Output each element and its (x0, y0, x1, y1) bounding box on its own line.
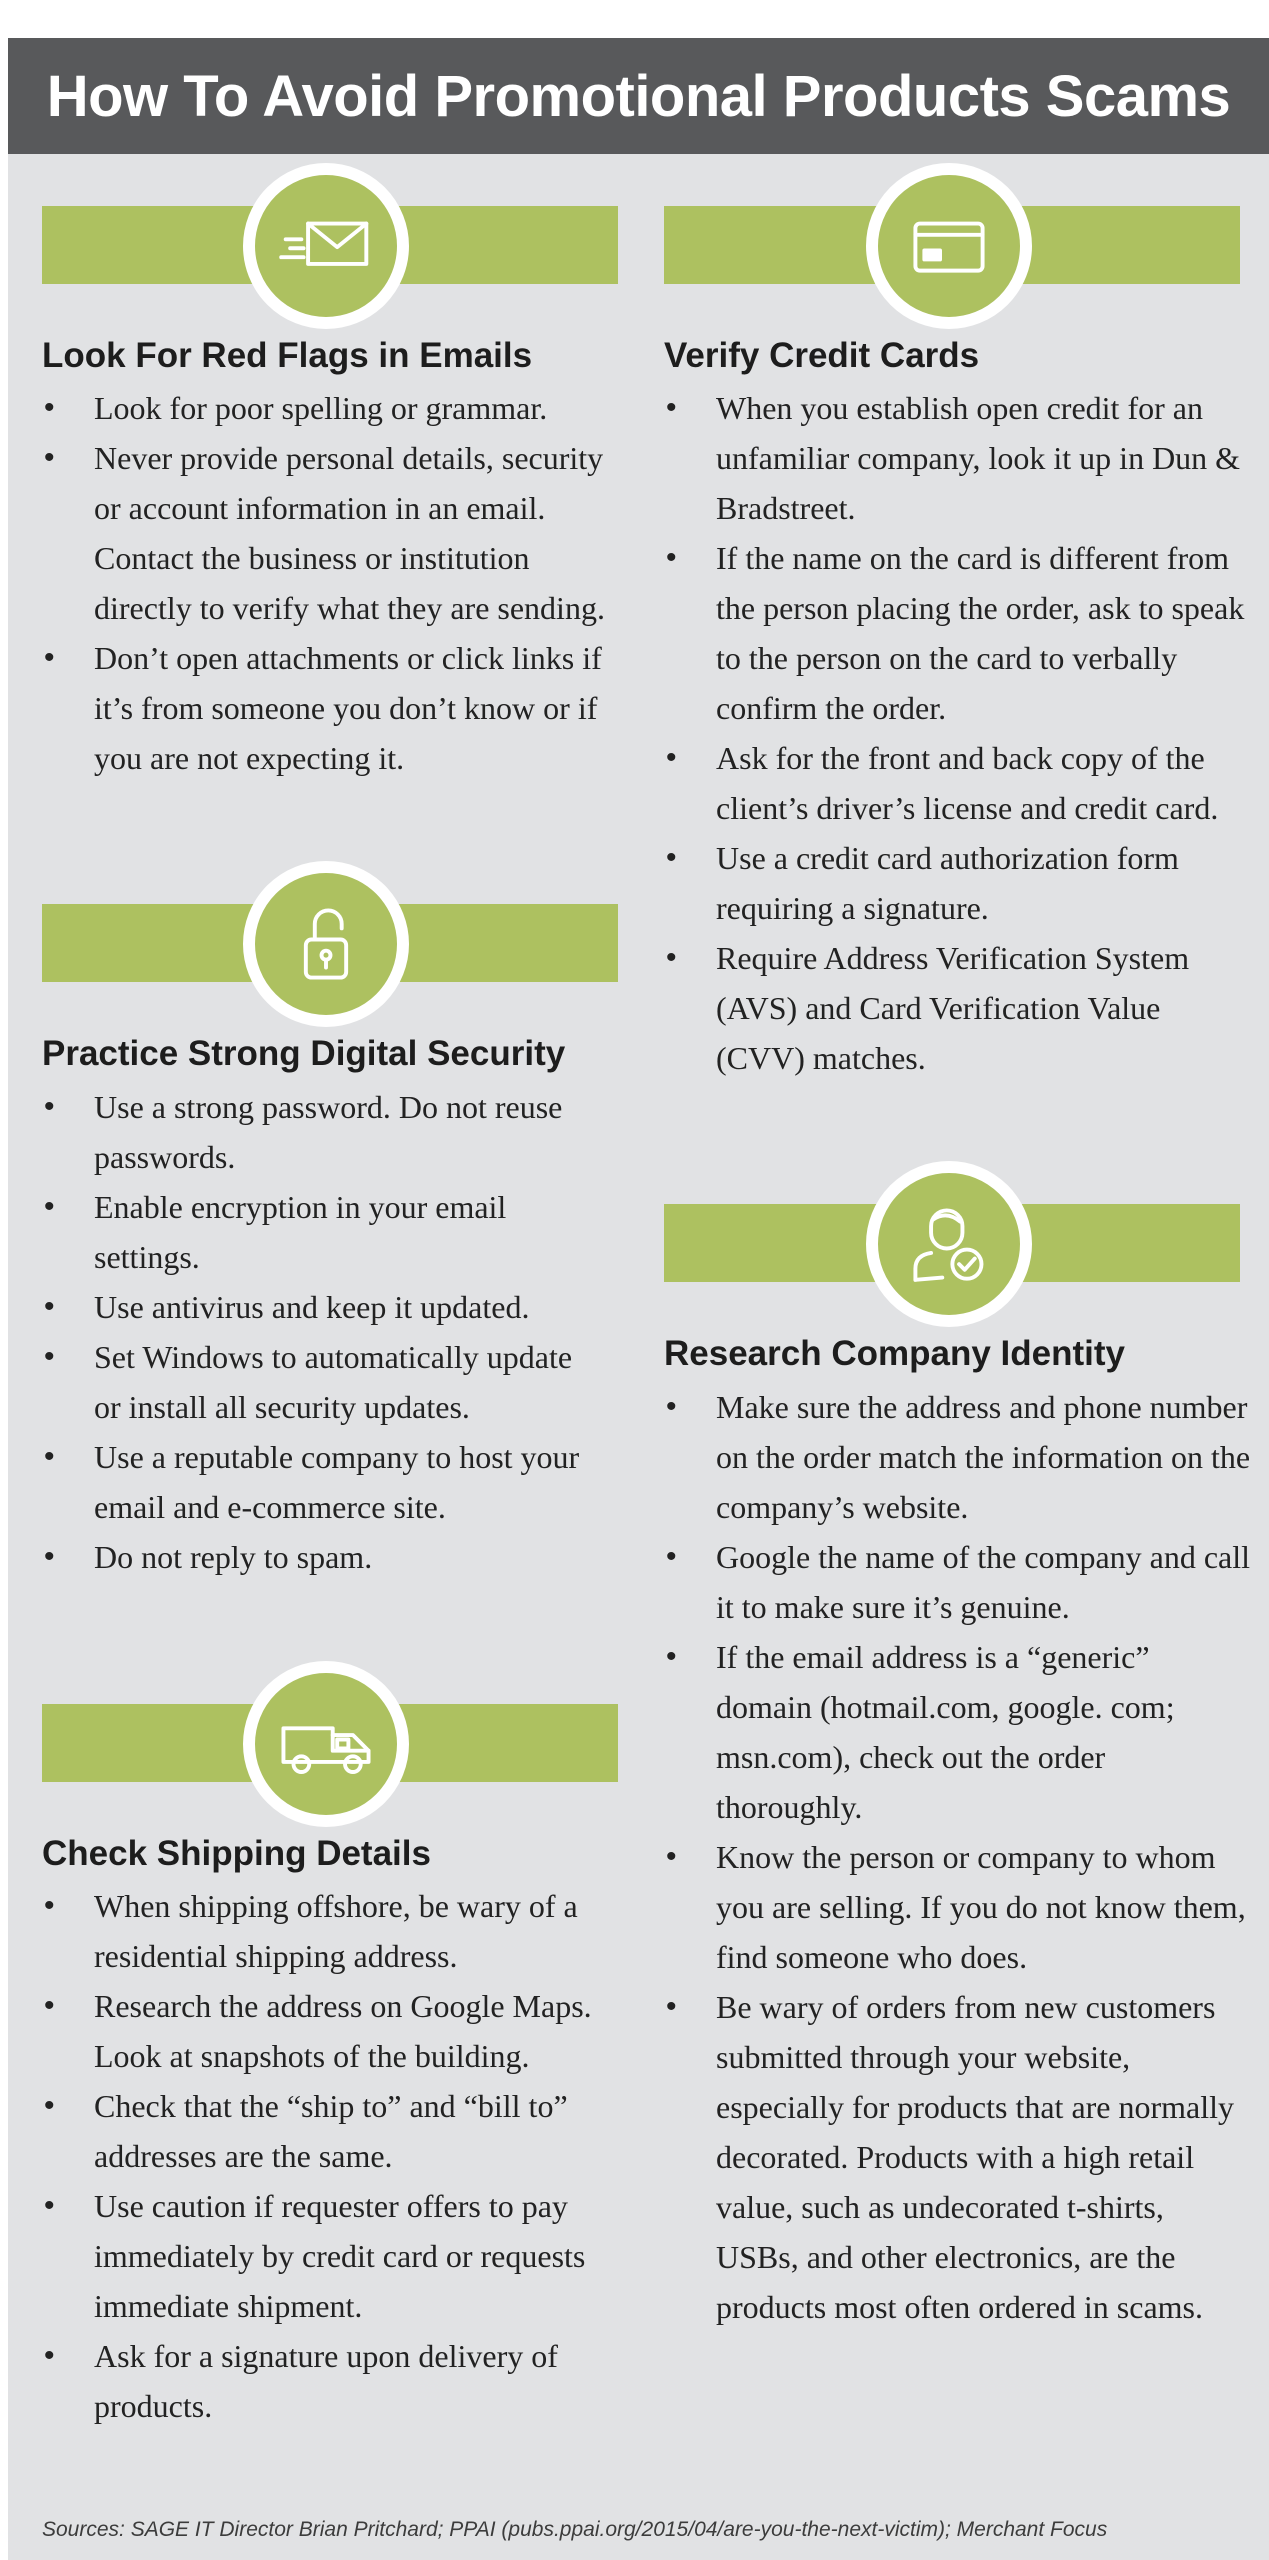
list-item: • Don’t open attachments or click links if it’s from someone you don’t know or if you are not expecting it. (42, 633, 626, 783)
envelope-icon (270, 190, 382, 302)
list-item: • Google the name of the company and call it to make sure it’s genuine. (664, 1532, 1252, 1632)
credit-card-icon (893, 190, 1005, 302)
section-heading-identity: Research Company Identity (664, 1334, 1125, 1373)
section-badge-emails (243, 163, 409, 329)
list-item: • If the name on the card is different from the person placing the order, ask to speak to the person on the card to verbally confirm the order. (664, 533, 1252, 733)
sources-footnote: Sources: SAGE IT Director Brian Pritchard; PPAI (pubs.ppai.org/2015/04/are-you-the-next-victim); Merchant Focus (42, 2518, 1108, 2541)
list-item: • Use a credit card authorization form requiring a signature. (664, 833, 1252, 933)
list-item: • Use antivirus and keep it updated. (42, 1282, 582, 1332)
section-badge-shipping (243, 1661, 409, 1827)
list-item: • Use a reputable company to host your email and e-commerce site. (42, 1432, 582, 1532)
list-item: • Set Windows to automatically update or install all security updates. (42, 1332, 582, 1432)
section-list-security (42, 1082, 582, 1582)
section-list-shipping (42, 1881, 626, 2431)
section-badge-identity (866, 1161, 1032, 1327)
list-item: • Never provide personal details, security or account information in an email. Contact the business or institution directly to verify what they are sending. (42, 433, 626, 633)
section-heading-security: Practice Strong Digital Security (42, 1034, 566, 1073)
padlock-icon (270, 888, 382, 1000)
page-title: How To Avoid Promotional Products Scams (8, 38, 1269, 154)
section-list-identity (664, 1382, 1252, 2332)
section-heading-credit-cards: Verify Credit Cards (664, 336, 980, 375)
section-heading-shipping: Check Shipping Details (42, 1834, 431, 1873)
list-item: • Enable encryption in your email settings. (42, 1182, 582, 1282)
list-item: • Know the person or company to whom you are selling. If you do not know them, find someone who does. (664, 1832, 1252, 1982)
list-item: • When shipping offshore, be wary of a residential shipping address. (42, 1881, 626, 1981)
section-list-emails (42, 383, 626, 783)
list-item: • Look for poor spelling or grammar. (42, 383, 626, 433)
list-item: • Require Address Verification System (AVS) and Card Verification Value (CVV) matches. (664, 933, 1252, 1083)
list-item: • Do not reply to spam. (42, 1532, 582, 1582)
list-item: • Be wary of orders from new customers submitted through your website, especially for products that are normally decorated. Products with a high retail value, such as undecorated t-shirts, USBs, and other electronics, are the products most often ordered in scams. (664, 1982, 1252, 2332)
list-item: • Check that the “ship to” and “bill to” addresses are the same. (42, 2081, 626, 2181)
verified-user-icon (893, 1188, 1005, 1300)
list-item: • Ask for the front and back copy of the client’s driver’s license and credit card. (664, 733, 1252, 833)
list-item: • Make sure the address and phone number on the order match the information on the company’s website. (664, 1382, 1252, 1532)
section-badge-credit-cards (866, 163, 1032, 329)
list-item: • Research the address on Google Maps. Look at snapshots of the building. (42, 1981, 626, 2081)
list-item: • Use a strong password. Do not reuse passwords. (42, 1082, 582, 1182)
list-item: • Use caution if requester offers to pay immediately by credit card or requests immediate shipment. (42, 2181, 626, 2331)
list-item: • When you establish open credit for an unfamiliar company, look it up in Dun & Bradstreet. (664, 383, 1252, 533)
section-heading-emails: Look For Red Flags in Emails (42, 336, 533, 375)
section-list-credit-cards (664, 383, 1252, 1083)
list-item: • If the email address is a “generic” domain (hotmail.com, google. com; msn.com), check out the order thoroughly. (664, 1632, 1252, 1832)
list-item: • Ask for a signature upon delivery of products. (42, 2331, 626, 2431)
delivery-truck-icon (270, 1688, 382, 1800)
section-badge-security (243, 861, 409, 1027)
